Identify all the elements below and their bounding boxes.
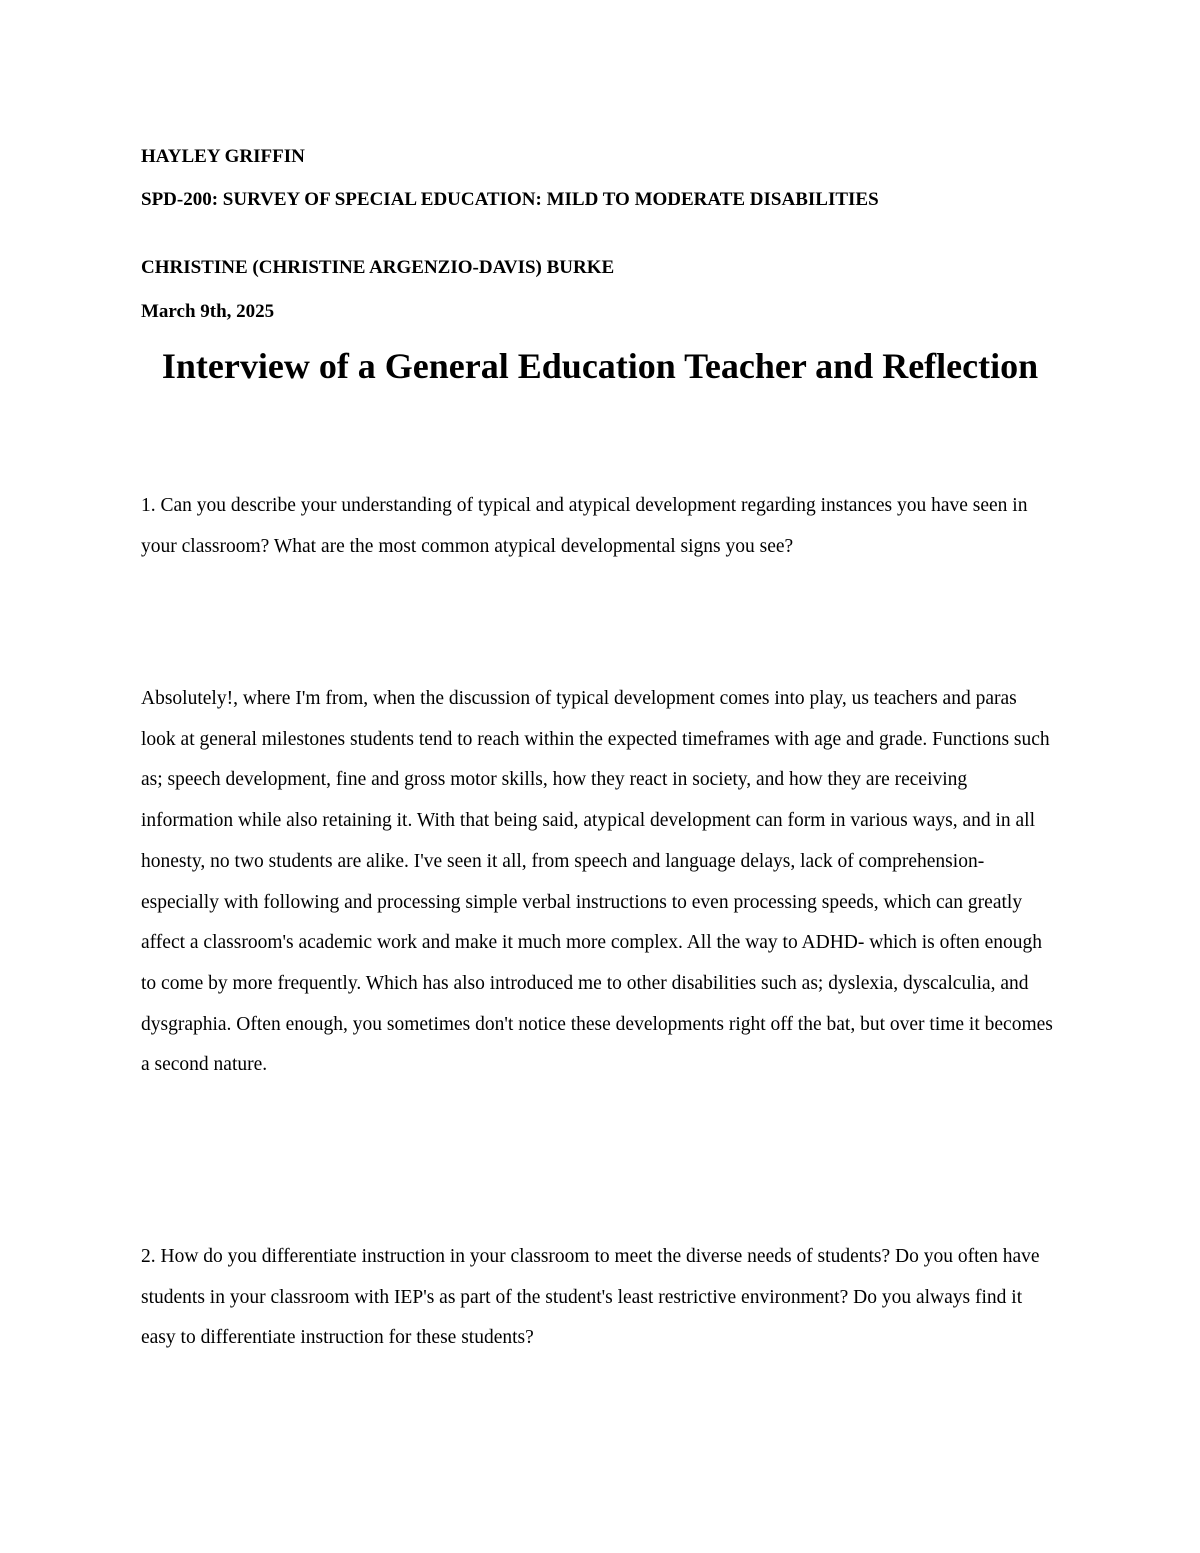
course-title: SPD-200: SURVEY OF SPECIAL EDUCATION: MILD TO MODERATE DISABILITIES [141, 189, 879, 210]
interview-question-1: 1. Can you describe your understanding of typical and atypical development regarding instances you have seen in your classroom? What are the most common atypical developmental signs you see? [141, 495, 1028, 557]
student-name: HAYLEY GRIFFIN [141, 146, 305, 167]
interview-question-2: 2. How do you differentiate instruction in your classroom to meet the diverse needs of students? Do you often have students in your classroom with IEP's as part of the student's least restrictive environment? Do you always find it easy to differentiate instruction for these students? [141, 1246, 1040, 1349]
interview-answer-1: Absolutely!, where I'm from, when the discussion of typical development comes into play, us teachers and paras look at general milestones students tend to reach within the expected timeframes with age and grade. Functions such as; speech development, fine and gross motor skills, how they react in society, and how they are receiving information while also retaining it. With that being said, atypical development can form in various ways, and in all honesty, no two students are alike. I've seen it all, from speech and language delays, lack of comprehension- especially with following and processing simple verbal instructions to even processing speeds, which can greatly affect a classroom's academic work and make it much more complex. All the way to ADHD- which is often enough to come by more frequently. Which has also introduced me to other disabilities such as; dyslexia, dyscalculia, and dysgraphia. Often enough, you sometimes don't notice these developments right off the bat, but over time it becomes a second nature. [141, 688, 1053, 1076]
document-title: Interview of a General Education Teacher and Reflection [161, 346, 1039, 386]
submission-date: March 9th, 2025 [141, 301, 275, 322]
instructor-name: CHRISTINE (CHRISTINE ARGENZIO-DAVIS) BURKE [141, 257, 615, 278]
